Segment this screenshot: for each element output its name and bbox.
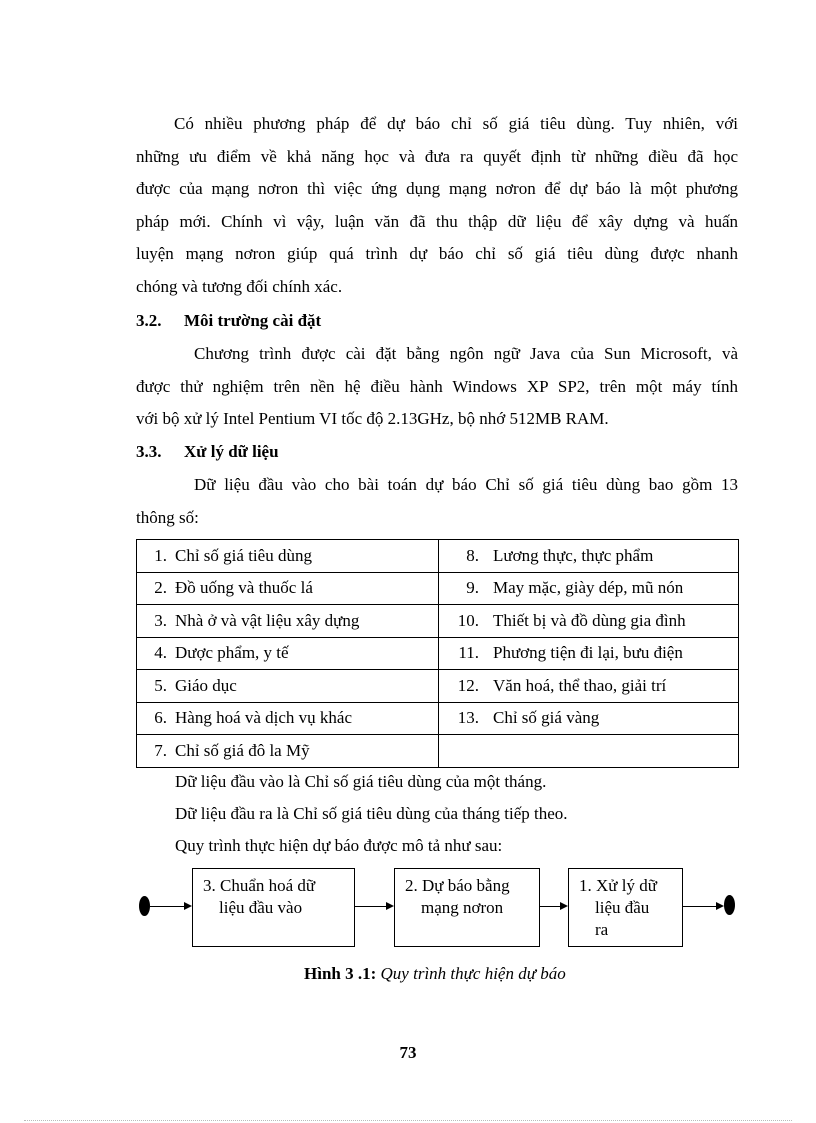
- arrow-line: [150, 906, 184, 907]
- item-label: Thiết bị và đồ dùng gia đình: [493, 610, 686, 630]
- item-number: 11.: [458, 643, 479, 663]
- start-node: [139, 896, 150, 916]
- item-label: Lương thực, thực phẩm: [493, 545, 654, 565]
- item-label: May mặc, giày dép, mũ nón: [493, 578, 684, 598]
- item-label: Nhà ở và vật liệu xây dựng: [175, 610, 360, 630]
- item-label: Dược phẩm, y tế: [175, 643, 289, 663]
- item-number: 3.: [154, 610, 167, 630]
- table-row: [137, 540, 739, 573]
- section-heading-3-2: [136, 311, 321, 331]
- table-cell: [137, 540, 439, 573]
- table-row: [137, 670, 739, 703]
- item-label: Chỉ số giá vàng: [493, 708, 600, 728]
- box-line: 2. Dự báo bằng: [405, 876, 510, 895]
- paragraph-line: được thử nghiệm trên nền hệ điều hành Windows XP SP2, trên một máy tính: [136, 376, 738, 396]
- end-node: [724, 895, 735, 915]
- intro-line: chóng và tương đối chính xác.: [136, 276, 343, 296]
- page-number: 73: [399, 1043, 417, 1062]
- table-cell: [137, 735, 439, 768]
- table-row: [137, 702, 739, 735]
- arrow-line: [355, 906, 386, 907]
- parameters-table: [136, 539, 739, 768]
- item-number: 8.: [466, 545, 479, 565]
- table-cell: [439, 572, 739, 605]
- item-number: 4.: [154, 643, 167, 663]
- box-line: 1. Xử lý dữ: [579, 876, 657, 895]
- arrow-head: [560, 902, 568, 910]
- item-number: 2.: [154, 578, 167, 598]
- table-row: [137, 735, 739, 768]
- arrow-head: [184, 902, 192, 910]
- arrow-head: [386, 902, 394, 910]
- table-cell: [439, 540, 739, 573]
- section-3-2-paragraph: [136, 338, 738, 436]
- section-heading-3-3: [136, 442, 279, 462]
- item-number: 5.: [154, 675, 167, 695]
- table-row: [137, 572, 739, 605]
- arrow-line: [540, 906, 560, 907]
- item-label: Giáo dục: [175, 675, 237, 695]
- arrow-head: [716, 902, 724, 910]
- table-cell: [439, 670, 739, 703]
- figure-caption: [304, 964, 566, 984]
- arrow-line: [683, 906, 716, 907]
- intro-line: luyện mạng nơron giúp quá trình dự báo chỉ số giá tiêu dùng được nhanh: [136, 244, 738, 263]
- table-cell: [137, 702, 439, 735]
- item-number: 9.: [466, 578, 479, 598]
- intro-line: pháp mới. Chính vì vậy, luận văn đã thu thập dữ liệu để xây dựng và huấn: [136, 211, 738, 231]
- table-cell: [137, 605, 439, 638]
- box-line: mạng nơron: [421, 898, 504, 917]
- section-title: Xử lý dữ liệu: [184, 442, 279, 461]
- diagram-box-process-output: [568, 868, 683, 947]
- box-line: liệu đầu vào: [219, 898, 303, 917]
- item-label: Văn hoá, thể thao, giải trí: [493, 675, 667, 695]
- item-number: 13.: [457, 708, 479, 728]
- caption-label: Hình 3 .1: [304, 964, 371, 983]
- section-3-3-paragraph: [136, 469, 738, 534]
- section-title: Môi trường cài đặt: [184, 311, 322, 330]
- intro-line: được của mạng nơron thì việc ứng dụng mạng nơron để dự báo là một phương: [136, 179, 738, 198]
- section-number: 3.2.: [136, 311, 162, 330]
- caption-text: Quy trình thực hiện dự báo: [380, 964, 566, 983]
- table-cell: [137, 572, 439, 605]
- item-number: 1.: [154, 545, 167, 565]
- diagram-box-forecast: [394, 868, 540, 947]
- table-row: [137, 637, 739, 670]
- paragraph-line: Dữ liệu đầu vào cho bài toán dự báo Chỉ số giá tiêu dùng bao gồm 13: [194, 475, 738, 494]
- item-number: 6.: [154, 708, 167, 728]
- paragraph-line: thông số:: [136, 507, 199, 527]
- table-row: [137, 605, 739, 638]
- item-label: Phương tiện đi lại, bưu điện: [493, 643, 683, 663]
- table-cell: [137, 670, 439, 703]
- section-number: 3.3.: [136, 442, 162, 461]
- table-cell: [439, 702, 739, 735]
- input-description: Dữ liệu đầu vào là Chỉ số giá tiêu dùng của một tháng.: [175, 772, 547, 791]
- box-line: liệu đầu: [595, 898, 650, 917]
- intro-paragraph: [136, 108, 738, 303]
- item-label: Đồ uống và thuốc lá: [175, 578, 313, 598]
- caption-separator: :: [370, 964, 381, 983]
- item-label: Chỉ số giá đô la Mỹ: [175, 740, 310, 760]
- table-cell: [439, 605, 739, 638]
- item-number: 10.: [457, 610, 479, 630]
- diagram-box-normalize: [192, 868, 355, 947]
- intro-line: Có nhiều phương pháp để dự báo chỉ số giá tiêu dùng. Tuy nhiên, với: [174, 114, 738, 133]
- item-label: Hàng hoá và dịch vụ khác: [175, 708, 353, 728]
- table-cell: [439, 637, 739, 670]
- paragraph-line: với bộ xử lý Intel Pentium VI tốc độ 2.13GHz, bộ nhớ 512MB RAM.: [136, 409, 609, 428]
- table-cell: [137, 637, 439, 670]
- table-cell: [439, 735, 739, 768]
- process-intro: Quy trình thực hiện dự báo được mô tả như sau:: [175, 836, 503, 855]
- item-label: Chỉ số giá tiêu dùng: [175, 545, 312, 565]
- page-bottom-rule: [24, 1120, 792, 1121]
- paragraph-line: Chương trình được cài đặt bằng ngôn ngữ Java của Sun Microsoft, và: [194, 344, 738, 363]
- item-number: 7.: [154, 740, 167, 760]
- item-number: 12.: [457, 675, 479, 695]
- box-line: 3. Chuẩn hoá dữ: [203, 876, 316, 895]
- box-line: ra: [595, 920, 609, 939]
- output-description: Dữ liệu đầu ra là Chỉ số giá tiêu dùng của tháng tiếp theo.: [175, 804, 568, 823]
- intro-line: những ưu điểm về khả năng học và đưa ra quyết định từ những điều đã học: [136, 146, 738, 166]
